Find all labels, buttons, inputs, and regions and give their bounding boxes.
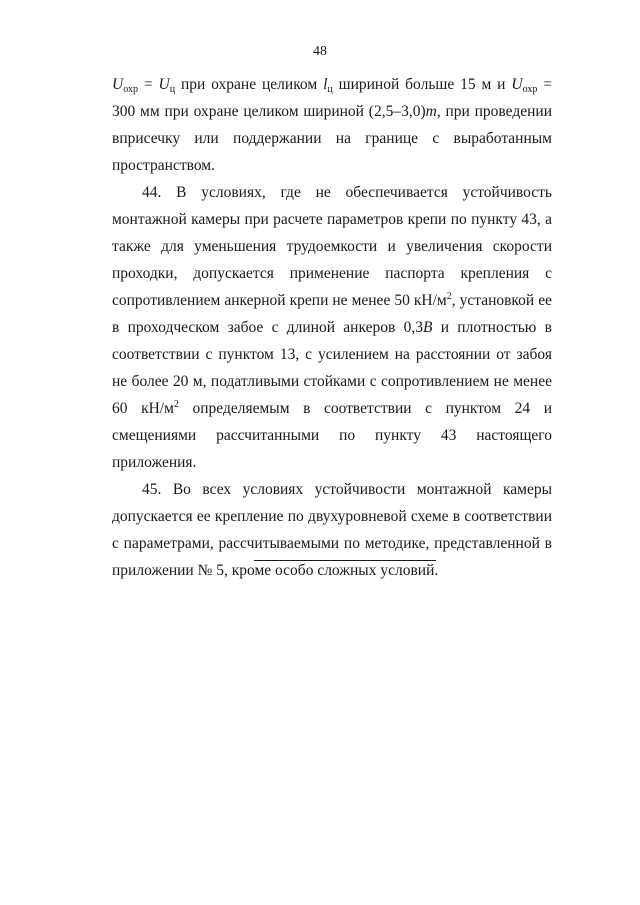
var-u: U — [511, 76, 523, 93]
text-body — [112, 71, 552, 584]
page-number: 48 — [313, 44, 327, 59]
paragraph-44 — [112, 179, 552, 476]
var-b: B — [422, 319, 433, 336]
var-m: m — [425, 103, 437, 120]
text-run: = 300 мм при охране целиком шириной (2,5–3,0) — [112, 76, 552, 120]
superscript-2: 2 — [446, 291, 452, 302]
var-u: U — [112, 76, 124, 93]
text-run: при охране целиком — [175, 76, 324, 93]
text-run: , при проведении вприсечку или поддержании на границе с выработанным пространством. — [112, 103, 552, 174]
subscript-ts: ц — [169, 84, 176, 95]
text-run: и плотностью в соответствии с пунктом 13, с усилением на расстоянии от забоя не более 20 м, податливыми стойками с сопротивлением не менее 60 кН/м — [112, 319, 552, 417]
text-run: 44. В условиях, где не обеспечивается устойчивость монтажной камеры при расчете параметров крепи по пункту 43, а также для уменьшения трудоемкости и увеличения скорости проходки, допускается применение паспорта крепления с сопротивлением анкерной крепи не менее 50 кН/м — [112, 184, 552, 309]
text-run: = — [137, 76, 159, 93]
end-of-text-rule — [254, 560, 436, 561]
paragraph-1 — [112, 71, 552, 179]
subscript-ts: ц — [327, 84, 333, 95]
text-run: 45. Во всех условиях устойчивости монтажной камеры допускается ее крепление по двухуровневой схеме в соответствии с параметрами, рассчитываемыми по методике, представленной в приложении № 5, кроме особо сложных условий. — [112, 481, 552, 579]
paragraph-45 — [112, 476, 552, 584]
text-run: , установкой ее в проходческом забое с длиной анкеров 0,3 — [112, 292, 552, 336]
text-run: шириной больше 15 м и — [332, 76, 512, 93]
var-l: l — [323, 76, 328, 93]
var-u: U — [158, 76, 170, 93]
subscript-okhr: охр — [522, 84, 538, 95]
superscript-2: 2 — [173, 399, 179, 410]
text-run: определяемым в соответствии с пунктом 24 и смещениями рассчитанными по пункту 43 настоящего приложения. — [112, 400, 552, 471]
subscript-okhr: охр — [123, 84, 138, 95]
